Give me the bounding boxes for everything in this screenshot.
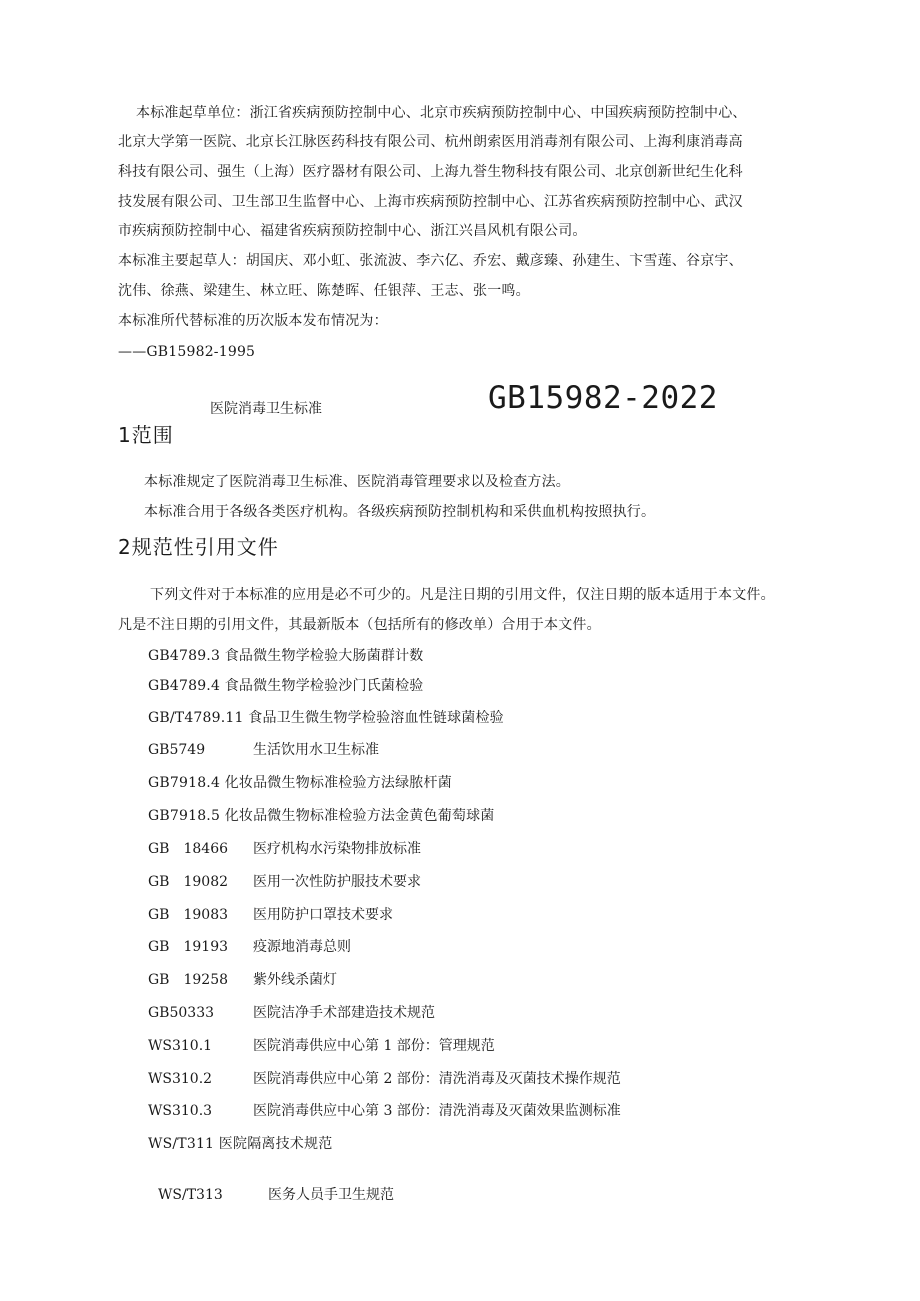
reference-item: GB4789.4 食品微生物学检验沙门氏菌检验: [148, 678, 424, 694]
reference-code: GB 19258: [148, 972, 229, 988]
reference-name: 生活饮用水卫生标准: [253, 742, 379, 758]
drafting-units-line: 北京大学第一医院、北京长江脉医药科技有限公司、杭州朗索医用消毒剂有限公司、上海利康消毒高: [118, 134, 743, 150]
reference-name: 医院消毒供应中心第 3 部份：清洗消毒及灭菌效果监测标准: [253, 1103, 621, 1119]
reference-code: GB 19193: [148, 939, 229, 955]
section-1-paragraph: 本标准合用于各级各类医疗机构。各级疾病预防控制机构和采供血机构按照执行。: [144, 504, 656, 520]
section-1-heading: 1范围: [118, 423, 174, 447]
standard-title: 医院消毒卫生标准: [210, 401, 322, 417]
reference-item: GB/T4789.11 食品卫生微生物学检验溶血性链球菌检验: [148, 710, 504, 726]
section-2-intro: 凡是不注日期的引用文件，其最新版本（包括所有的修改单）合用于本文件。: [118, 617, 601, 633]
drafting-units-line: 市疾病预防控制中心、福建省疾病预防控制中心、浙江兴昌风机有限公司。: [118, 223, 587, 239]
reference-code: GB5749: [148, 742, 206, 758]
reference-code: GB50333: [148, 1005, 215, 1021]
history-intro: 本标准所代替标准的历次版本发布情况为：: [118, 313, 388, 329]
drafting-units-line: 科技有限公司、强生（上海）医疗器材有限公司、上海九誉生物科技有限公司、北京创新世纪生化科: [118, 164, 743, 180]
reference-name: 医院消毒供应中心第 2 部份：清洗消毒及灭菌技术操作规范: [253, 1071, 621, 1087]
reference-code: WS310.2: [148, 1071, 213, 1087]
section-2-intro: 下列文件对于本标准的应用是必不可少的。凡是注日期的引用文件，仅注日期的版本适用于本文件。: [150, 587, 775, 603]
reference-item: GB7918.4 化妆品微生物标准检验方法绿脓杆菌: [148, 775, 452, 791]
reference-item: WS/T311 医院隔离技术规范: [148, 1136, 333, 1152]
history-item: ——GB15982-1995: [118, 344, 256, 360]
standard-code: GB15982-2022: [488, 380, 718, 416]
drafting-units-line: 技发展有限公司、卫生部卫生监督中心、上海市疾病预防控制中心、江苏省疾病预防控制中心、武汉: [118, 194, 743, 210]
reference-code: WS310.3: [148, 1103, 213, 1119]
reference-name: 紫外线杀菌灯: [253, 972, 337, 988]
reference-code: GB 19083: [148, 907, 229, 923]
drafting-units-line: 本标准起草单位：浙江省疾病预防控制中心、北京市疾病预防控制中心、中国疾病预防控制中心、: [136, 105, 747, 121]
reference-name: 医用防护口罩技术要求: [253, 907, 393, 923]
reference-item: GB7918.5 化妆品微生物标准检验方法金黄色葡萄球菌: [148, 808, 495, 824]
reference-name: 医疗机构水污染物排放标准: [253, 841, 421, 857]
reference-code: GB 19082: [148, 874, 229, 890]
reference-item: GB4789.3 食品微生物学检验大肠菌群计数: [148, 648, 424, 664]
reference-code: WS/T313: [158, 1187, 223, 1203]
reference-name: 医用一次性防护服技术要求: [253, 874, 421, 890]
reference-code: GB 18466: [148, 841, 229, 857]
reference-name: 医务人员手卫生规范: [268, 1187, 394, 1203]
drafters-line: 沈伟、徐燕、梁建生、林立旺、陈楚晖、任银萍、王志、张一鸣。: [118, 283, 530, 299]
reference-code: WS310.1: [148, 1038, 213, 1054]
reference-name: 疫源地消毒总则: [253, 939, 351, 955]
reference-name: 医院洁净手术部建造技术规范: [253, 1005, 435, 1021]
section-2-heading: 2规范性引用文件: [118, 535, 279, 559]
section-1-paragraph: 本标准规定了医院消毒卫生标准、医院消毒管理要求以及检查方法。: [144, 474, 570, 490]
reference-name: 医院消毒供应中心第 1 部份：管理规范: [253, 1038, 495, 1054]
drafters-line: 本标准主要起草人：胡国庆、邓小虹、张流波、李六亿、乔宏、戴彦臻、孙建生、卞雪莲、谷京宇、: [118, 253, 743, 269]
